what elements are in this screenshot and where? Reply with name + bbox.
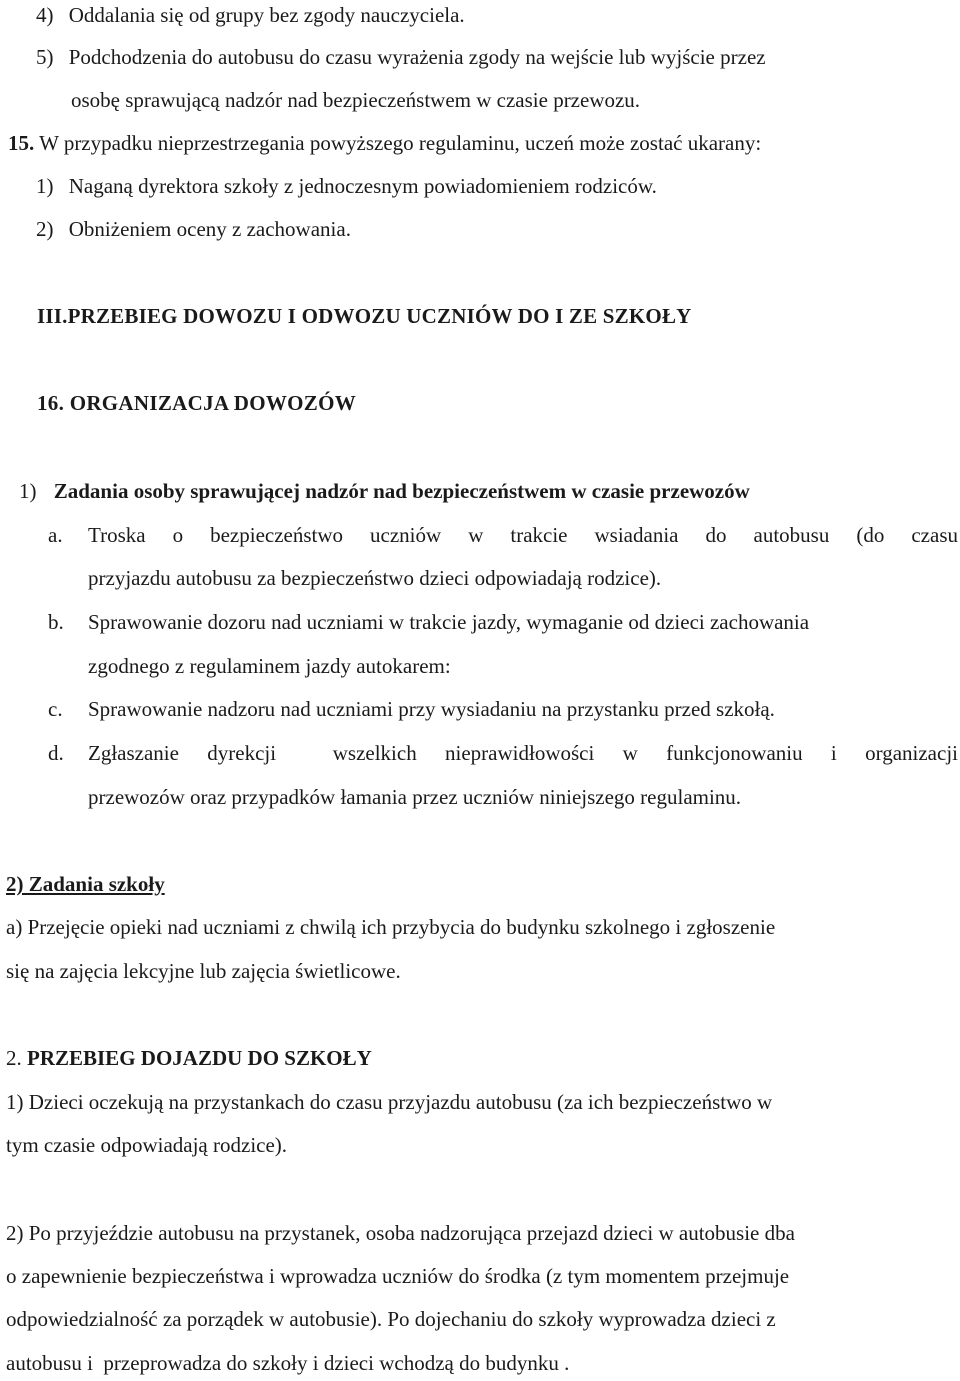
task-text: Troska o bezpieczeństwo uczniów w trakcie wsiadania do autobusu (do czasu	[88, 523, 958, 547]
task-letter: c.	[48, 697, 63, 721]
section-heading: III.PRZEBIEG DOWOZU I ODWOZU UCZNIÓW DO I ZE SZKOŁY	[37, 304, 692, 328]
paragraph-line: 2) Po przyjeździe autobusu na przystanek, osoba nadzorująca przejazd dzieci w autobusie dba	[6, 1221, 795, 1245]
section-title: PRZEBIEG DOJAZDU DO SZKOŁY	[27, 1046, 372, 1070]
item-number: 1)	[36, 174, 54, 198]
paragraph-line: 1) Dzieci oczekują na przystankach do czasu przyjazdu autobusu (za ich bezpieczeństwo w	[6, 1090, 773, 1114]
rule-number: 15.	[8, 131, 35, 155]
paragraph-line: odpowiedzialność za porządek w autobusie). Po dojechaniu do szkoły wyprowadza dzieci z	[6, 1307, 776, 1331]
item-text: Naganą dyrektora szkoły z jednoczesnym powiadomieniem rodziców.	[68, 174, 657, 198]
task-text: Zgłaszanie dyrekcji wszelkich nieprawidłowości w funkcjonowaniu i organizacji	[88, 741, 958, 765]
list-item	[36, 216, 351, 242]
item-text: Podchodzenia do autobusu do czasu wyrażenia zgody na wejście lub wyjście przez	[68, 45, 766, 69]
subsection-heading: 2) Zadania szkoły	[6, 872, 165, 896]
item-number: 1)	[19, 479, 37, 503]
task-letter: d.	[48, 741, 64, 765]
paragraph-line: tym czasie odpowiadają rodzice).	[6, 1133, 288, 1157]
item-text: Obniżeniem oceny z zachowania.	[68, 217, 351, 241]
task-text: Sprawowanie dozoru nad uczniami w trakcie jazdy, wymaganie od dzieci zachowania	[88, 610, 810, 634]
paragraph-line: się na zajęcia lekcyjne lub zajęcia świetlicowe.	[6, 959, 401, 983]
subsection-title: Zadania osoby sprawującej nadzór nad bezpieczeństwem w czasie przewozów	[53, 479, 750, 503]
item-number: 5)	[36, 45, 54, 69]
task-text-continuation: zgodnego z regulaminem jazdy autokarem:	[88, 654, 451, 678]
list-item	[36, 173, 657, 199]
paragraph-line: a) Przejęcie opieki nad uczniami z chwilą ich przybycia do budynku szkolnego i zgłoszenie	[6, 915, 776, 939]
section-number: 2.	[6, 1046, 22, 1070]
task-text-continuation: przyjazdu autobusu za bezpieczeństwo dzieci odpowiadają rodzice).	[88, 566, 662, 590]
item-text-continuation: osobę sprawującą nadzór nad bezpieczeństwem w czasie przewozu.	[71, 88, 641, 112]
rule-15	[8, 130, 761, 156]
paragraph-line: o zapewnienie bezpieczeństwa i wprowadza uczniów do środka (z tym momentem przejmuje	[6, 1264, 790, 1288]
item-text: Oddalania się od grupy bez zgody nauczyciela.	[68, 3, 465, 27]
section-heading	[6, 1045, 372, 1071]
task-text-continuation: przewozów oraz przypadków łamania przez uczniów niniejszego regulaminu.	[88, 785, 742, 809]
rule-text: W przypadku nieprzestrzegania powyższego regulaminu, uczeń może zostać ukarany:	[39, 131, 762, 155]
section-heading: 16. ORGANIZACJA DOWOZÓW	[37, 391, 357, 415]
task-letter: a.	[48, 523, 63, 547]
task-text: Sprawowanie nadzoru nad uczniami przy wysiadaniu na przystanku przed szkołą.	[88, 697, 775, 721]
list-item	[36, 44, 766, 70]
list-item	[36, 2, 465, 28]
task-letter: b.	[48, 610, 64, 634]
subsection-heading	[19, 478, 750, 504]
item-number: 4)	[36, 3, 54, 27]
item-number: 2)	[36, 217, 54, 241]
paragraph-line: autobusu i przeprowadza do szkoły i dzieci wchodzą do budynku .	[6, 1351, 570, 1375]
